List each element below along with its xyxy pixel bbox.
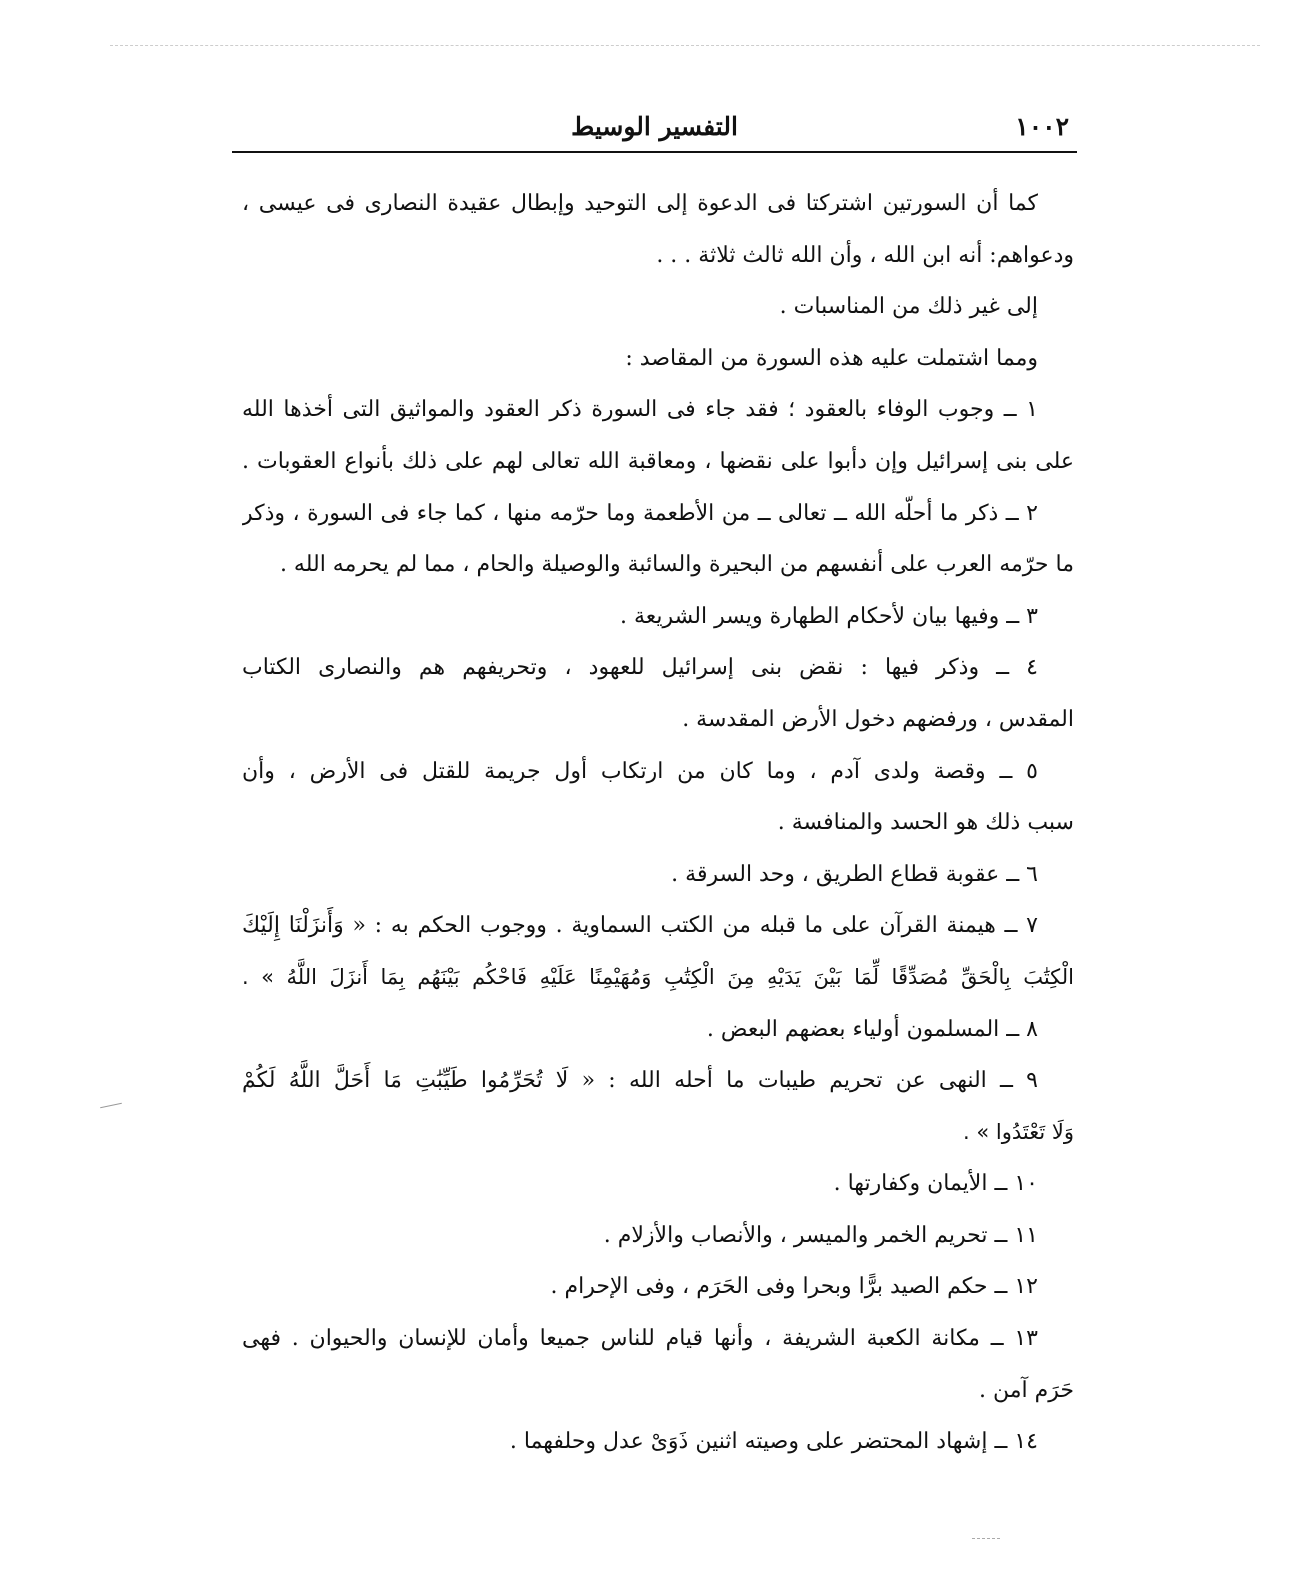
- list-item-5: ٥ ــ وقصة ولدى آدم ، وما كان من ارتكاب أول جريمة للقتل فى الأرض ، وأن: [242, 758, 1038, 784]
- list-item-13-cont: حَرَم آمن .: [979, 1377, 1074, 1403]
- body-line: كما أن السورتين اشتركتا فى الدعوة إلى التوحيد وإبطال عقيدة النصارى فى عيسى ،: [242, 191, 1038, 216]
- list-item-4: ٤ ــ وذكر فيها : نقض بنى إسرائيل للعهود ، وتحريفهم هم والنصارى الكتاب: [242, 655, 1038, 681]
- list-item-2: ٢ ــ ذكر ما أحلّه الله ــ تعالى ــ من الأطعمة وما حرّمه منها ، كما جاء فى السورة ، وذكر: [242, 500, 1038, 526]
- margin-mark: [100, 1103, 122, 1109]
- page-body: [242, 178, 1074, 1468]
- list-item-8: ٨ ــ المسلمون أولياء بعضهم البعض .: [706, 1016, 1038, 1042]
- list-item-13: ١٣ ــ مكانة الكعبة الشريفة ، وأنها قيام للناس جميعا وأمان للإنسان والحيوان . فهى: [242, 1326, 1038, 1352]
- header-rule: [232, 151, 1077, 153]
- scan-edge-mark: [110, 45, 1260, 46]
- list-item-10: ١٠ ــ الأيمان وكفارتها .: [833, 1171, 1038, 1197]
- quran-quote: الْكِتَٰبَ بِالْحَقِّ مُصَدِّقًا لِّمَا بَيْنَ يَدَيْهِ مِنَ الْكِتَٰبِ وَمُهَيْمِنًا عَلَيْهِ فَاحْكُم بَيْنَهُم بِمَا أَنزَلَ اللَّهُ » .: [242, 964, 1074, 989]
- list-item-3: ٣ ــ وفيها بيان لأحكام الطهارة ويسر الشريعة .: [619, 603, 1038, 629]
- list-item-6: ٦ ــ عقوبة قطاع الطريق ، وحد السرقة .: [671, 861, 1038, 887]
- list-item-9: ٩ ــ النهى عن تحريم طيبات ما أحله الله : « لَا تُحَرِّمُوا طَيِّبَٰتِ مَا أَحَلَّ اللَّهُ لَكُمْ: [242, 1068, 1038, 1094]
- page-number: ١٠٠٢: [1015, 112, 1069, 141]
- body-line: ومما اشتملت عليه هذه السورة من المقاصد :: [625, 345, 1038, 371]
- list-item-4-cont: المقدس ، ورفضهم دخول الأرض المقدسة .: [682, 706, 1074, 732]
- list-item-14: ١٤ ــ إشهاد المحتضر على وصيته اثنين ذَوَىْ عدل وحلفهما .: [509, 1429, 1038, 1455]
- scan-edge-mark: [972, 1538, 1000, 1539]
- list-item-1: ١ ــ وجوب الوفاء بالعقود ؛ فقد جاء فى السورة ذكر العقود والمواثيق التى أخذها الله: [242, 397, 1038, 423]
- list-item-1-cont: على بنى إسرائيل وإن دأبوا على نقضها ، ومعاقبة الله تعالى لهم على ذلك بأنواع العقوبات .: [242, 448, 1074, 474]
- page-header: [232, 112, 1077, 148]
- list-item-12: ١٢ ــ حكم الصيد برًّا وبحرا وفى الحَرَم ، وفى الإحرام .: [550, 1274, 1038, 1300]
- list-item-11: ١١ ــ تحريم الخمر والميسر ، والأنصاب والأزلام .: [603, 1222, 1038, 1248]
- running-title: التفسير الوسيط: [571, 112, 738, 141]
- list-item-5-cont: سبب ذلك هو الحسد والمنافسة .: [777, 810, 1074, 836]
- body-line: ودعواهم: أنه ابن الله ، وأن الله ثالث ثلاثة . . .: [656, 242, 1074, 268]
- quran-quote: وَلَا تَعْتَدُوا » .: [963, 1119, 1074, 1144]
- list-item-2-cont: ما حرّمه العرب على أنفسهم من البحيرة والسائبة والوصيلة والحام ، مما لم يحرمه الله .: [279, 552, 1074, 578]
- body-line: إلى غير ذلك من المناسبات .: [779, 294, 1038, 320]
- list-item-7: ٧ ــ هيمنة القرآن على ما قبله من الكتب السماوية . ووجوب الحكم به : « وَأَنزَلْنَا إِلَيْكَ: [242, 913, 1038, 939]
